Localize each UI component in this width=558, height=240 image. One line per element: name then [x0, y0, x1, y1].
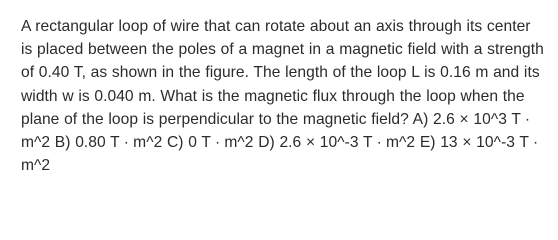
question-text: A rectangular loop of wire that can rotate about an axis through its center is placed between the poles of a magnet in a magnetic field with a strength of 0.40 T, as shown in the figure. The length of the loop L is 0.16 m and its width w is 0.040 m. What is the magnetic flux through the loop when the plane of the loop is perpendicular to the magnetic field? A) 2.6 × 10^3 T ∙ m^2 B) 0.80 T ∙ m^2 C) 0 T ∙ m^2 D) 2.6 × 10^-3 T ∙ m^2 E) 13 × 10^-3 T ∙ m^2: [21, 18, 544, 175]
